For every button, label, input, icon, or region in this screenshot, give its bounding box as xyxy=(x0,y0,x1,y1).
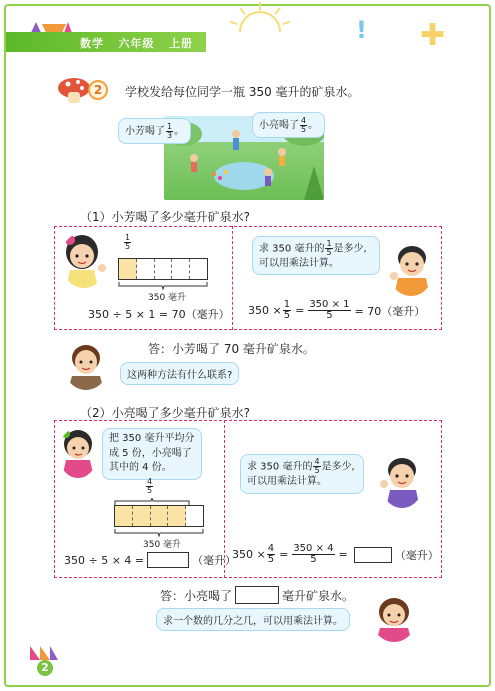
teacher-avatar xyxy=(64,342,108,390)
question-2: （2）小亮喝了多少毫升矿泉水? xyxy=(80,406,251,420)
answer-blank-3[interactable] xyxy=(235,586,279,604)
part1-divider xyxy=(232,226,233,330)
bar2-brace xyxy=(114,529,204,537)
girl3-avatar xyxy=(372,596,416,642)
boy2-avatar xyxy=(380,454,424,508)
bar2-fraction: $\frac{4}{5}$ xyxy=(147,477,153,495)
bar1-brace xyxy=(118,282,208,290)
bubble-xiaoliang: 小亮喝了 $\frac{4}{5}$ 。 xyxy=(252,112,325,138)
page-number: 2 xyxy=(37,660,53,676)
boy-avatar xyxy=(388,242,434,296)
plus-icon: ✚ xyxy=(420,18,446,53)
bar-diagram-1 xyxy=(118,258,208,280)
question-1: （1）小芳喝了多少毫升矿泉水? xyxy=(80,210,251,224)
header-title: 数学 六年级 上册 xyxy=(80,37,193,50)
girl2-avatar xyxy=(58,428,98,478)
equation-1-right: 350 × $\frac{1}{5}$ = $\frac{350 \times 1}{5}$ = 70（毫升） xyxy=(248,299,426,321)
problem-text: 学校发给每位同学一瓶 350 毫升的矿泉水。 xyxy=(125,85,360,99)
equation-2-left: 350 ÷ 5 × 4 = （毫升） xyxy=(64,553,237,567)
bar1-fraction: $\frac{1}{5}$ xyxy=(125,233,131,251)
bubble-girl-2: 把 350 毫升平均分 成 5 份，小亮喝了 其中的 4 份。 xyxy=(102,428,202,480)
answer-blank-1[interactable] xyxy=(147,552,189,568)
bubble-boy-1: 求 350 毫升的 $\frac{1}{5}$ 是多少, 可以用乘法计算。 xyxy=(252,236,380,275)
bubble-boy-2: 求 350 毫升的 $\frac{4}{5}$ 是多少, 可以用乘法计算。 xyxy=(240,454,364,494)
bubble-xiaofang: 小芳喝了 $\frac{1}{3}$ 。 xyxy=(118,118,191,144)
bar1-label: 350 毫升 xyxy=(148,293,187,303)
girl-avatar xyxy=(60,232,108,288)
bar2-label: 350 毫升 xyxy=(143,540,182,550)
sun-icon xyxy=(230,2,290,42)
bar-diagram-2 xyxy=(114,505,204,527)
exclamation-icon: ! xyxy=(356,16,367,44)
problem-number: 2 xyxy=(88,80,108,100)
answer-1: 答：小芳喝了 70 毫升矿泉水。 xyxy=(148,342,315,356)
answer-2: 答：小亮喝了 毫升矿泉水。 xyxy=(160,586,354,604)
bar2-top-brace xyxy=(114,498,190,505)
equation-2-right: 350 × $\frac{4}{5}$ = $\frac{350 \times 4}{5}$ = （毫升） xyxy=(232,543,439,565)
answer-blank-2[interactable] xyxy=(354,547,392,563)
bubble-teacher: 这两种方法有什么联系? xyxy=(120,362,239,385)
equation-1-left: 350 ÷ 5 × 1 = 70（毫升） xyxy=(88,308,230,321)
bubble-girl-3: 求一个数的几分之几，可以用乘法计算。 xyxy=(156,608,350,631)
